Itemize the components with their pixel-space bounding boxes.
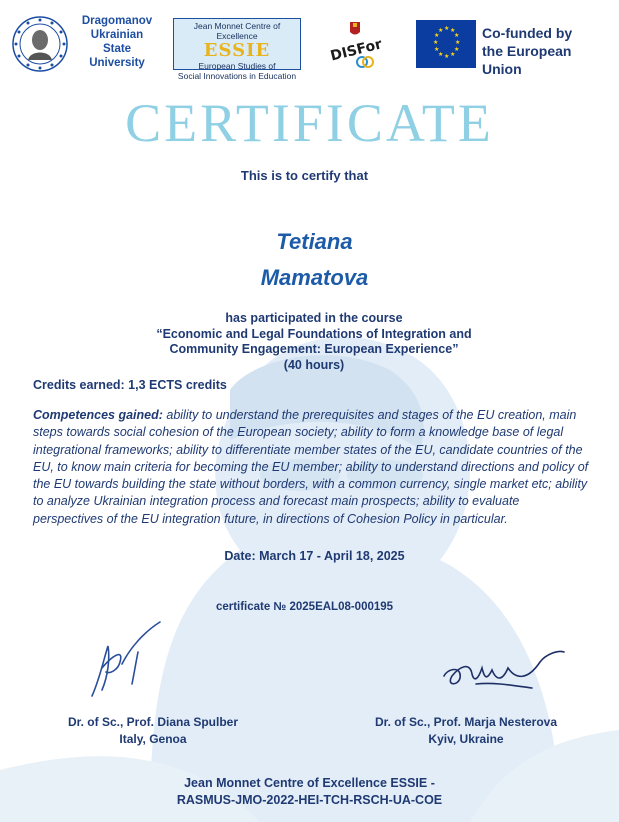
svg-text:★: ★ [450,27,456,34]
svg-text:★: ★ [454,46,460,53]
footer-project: Jean Monnet Centre of Excellence ESSIE - RASMUS-JMO-2022-HEI-TCH-RSCH-UA-COE [176,776,443,807]
signature-spulber [82,618,172,700]
competences [33,407,593,528]
university-seal-icon [12,16,68,72]
signer-place: Italy, Genoa [119,732,187,746]
signer-spulber [36,714,270,748]
course-intro: has participated in the course [225,311,403,325]
signature-nesterova [436,646,572,696]
signer-nesterova [346,714,586,748]
svg-text:★: ★ [454,32,460,39]
eu-cofunded-text: Co-funded by the European Union [482,25,573,77]
disfor-logo-icon [328,20,390,70]
svg-text:★: ★ [455,39,461,46]
svg-text:★: ★ [450,51,456,58]
svg-text:★: ★ [434,46,440,53]
certificate-title: CERTIFICATE [125,93,494,153]
certify-text: This is to certify that [240,168,369,183]
svg-text:★: ★ [438,27,444,34]
signer-name: Dr. of Sc., Prof. Marja Nesterova [374,715,558,729]
essie-logo: Jean Monnet Centre of Excellence ESSIE European Studies of Social Innovations in Education [173,18,301,70]
recipient-first-name: Tetiana [276,229,353,254]
svg-text:★: ★ [444,53,450,60]
competences-text: ability to understand the prerequisites and stages of the EU creation, main steps towards social cohesion of the European society; ability to form a knowledge base of legal integrational frameworks; ability to differentiate member states of the EU, candidate countries of the EU, to know main criteria for becoming the EU member; ability to understand directions and policy of the EU towards building the state without borders, with a common currency, single market etc; ability to analyze Ukrainian integration process and forecast main prospects; ability to evaluate perspectives of the EU integration future, in directions of Cohesion Policy in particular. [33,408,589,526]
svg-text:★: ★ [438,51,444,58]
svg-text:★: ★ [433,39,439,46]
course-hours: (40 hours) [283,357,345,372]
course-dates: Date: March 17 - April 18, 2025 [224,549,405,563]
university-name: Dragomanov Ukrainian State University [81,15,153,69]
certificate-number: certificate № 2025EAL08-000195 [215,601,394,613]
recipient-last-name: Mamatova [260,265,369,290]
svg-text:★: ★ [444,25,450,32]
signer-place: Kyiv, Ukraine [428,732,504,746]
svg-text:★: ★ [434,32,440,39]
course-name-line2: Community Engagement: European Experience” [169,342,459,356]
svg-text:DISFor: DISFor [328,36,384,65]
competences-label: Competences gained: [33,408,163,422]
course-info [60,311,568,373]
credits-earned: Credits earned: 1,3 ECTS credits [33,378,227,392]
course-name-line1: “Economic and Legal Foundations of Integration and [156,326,472,341]
signer-name: Dr. of Sc., Prof. Diana Spulber [67,715,239,729]
eu-flag-icon [416,20,476,68]
